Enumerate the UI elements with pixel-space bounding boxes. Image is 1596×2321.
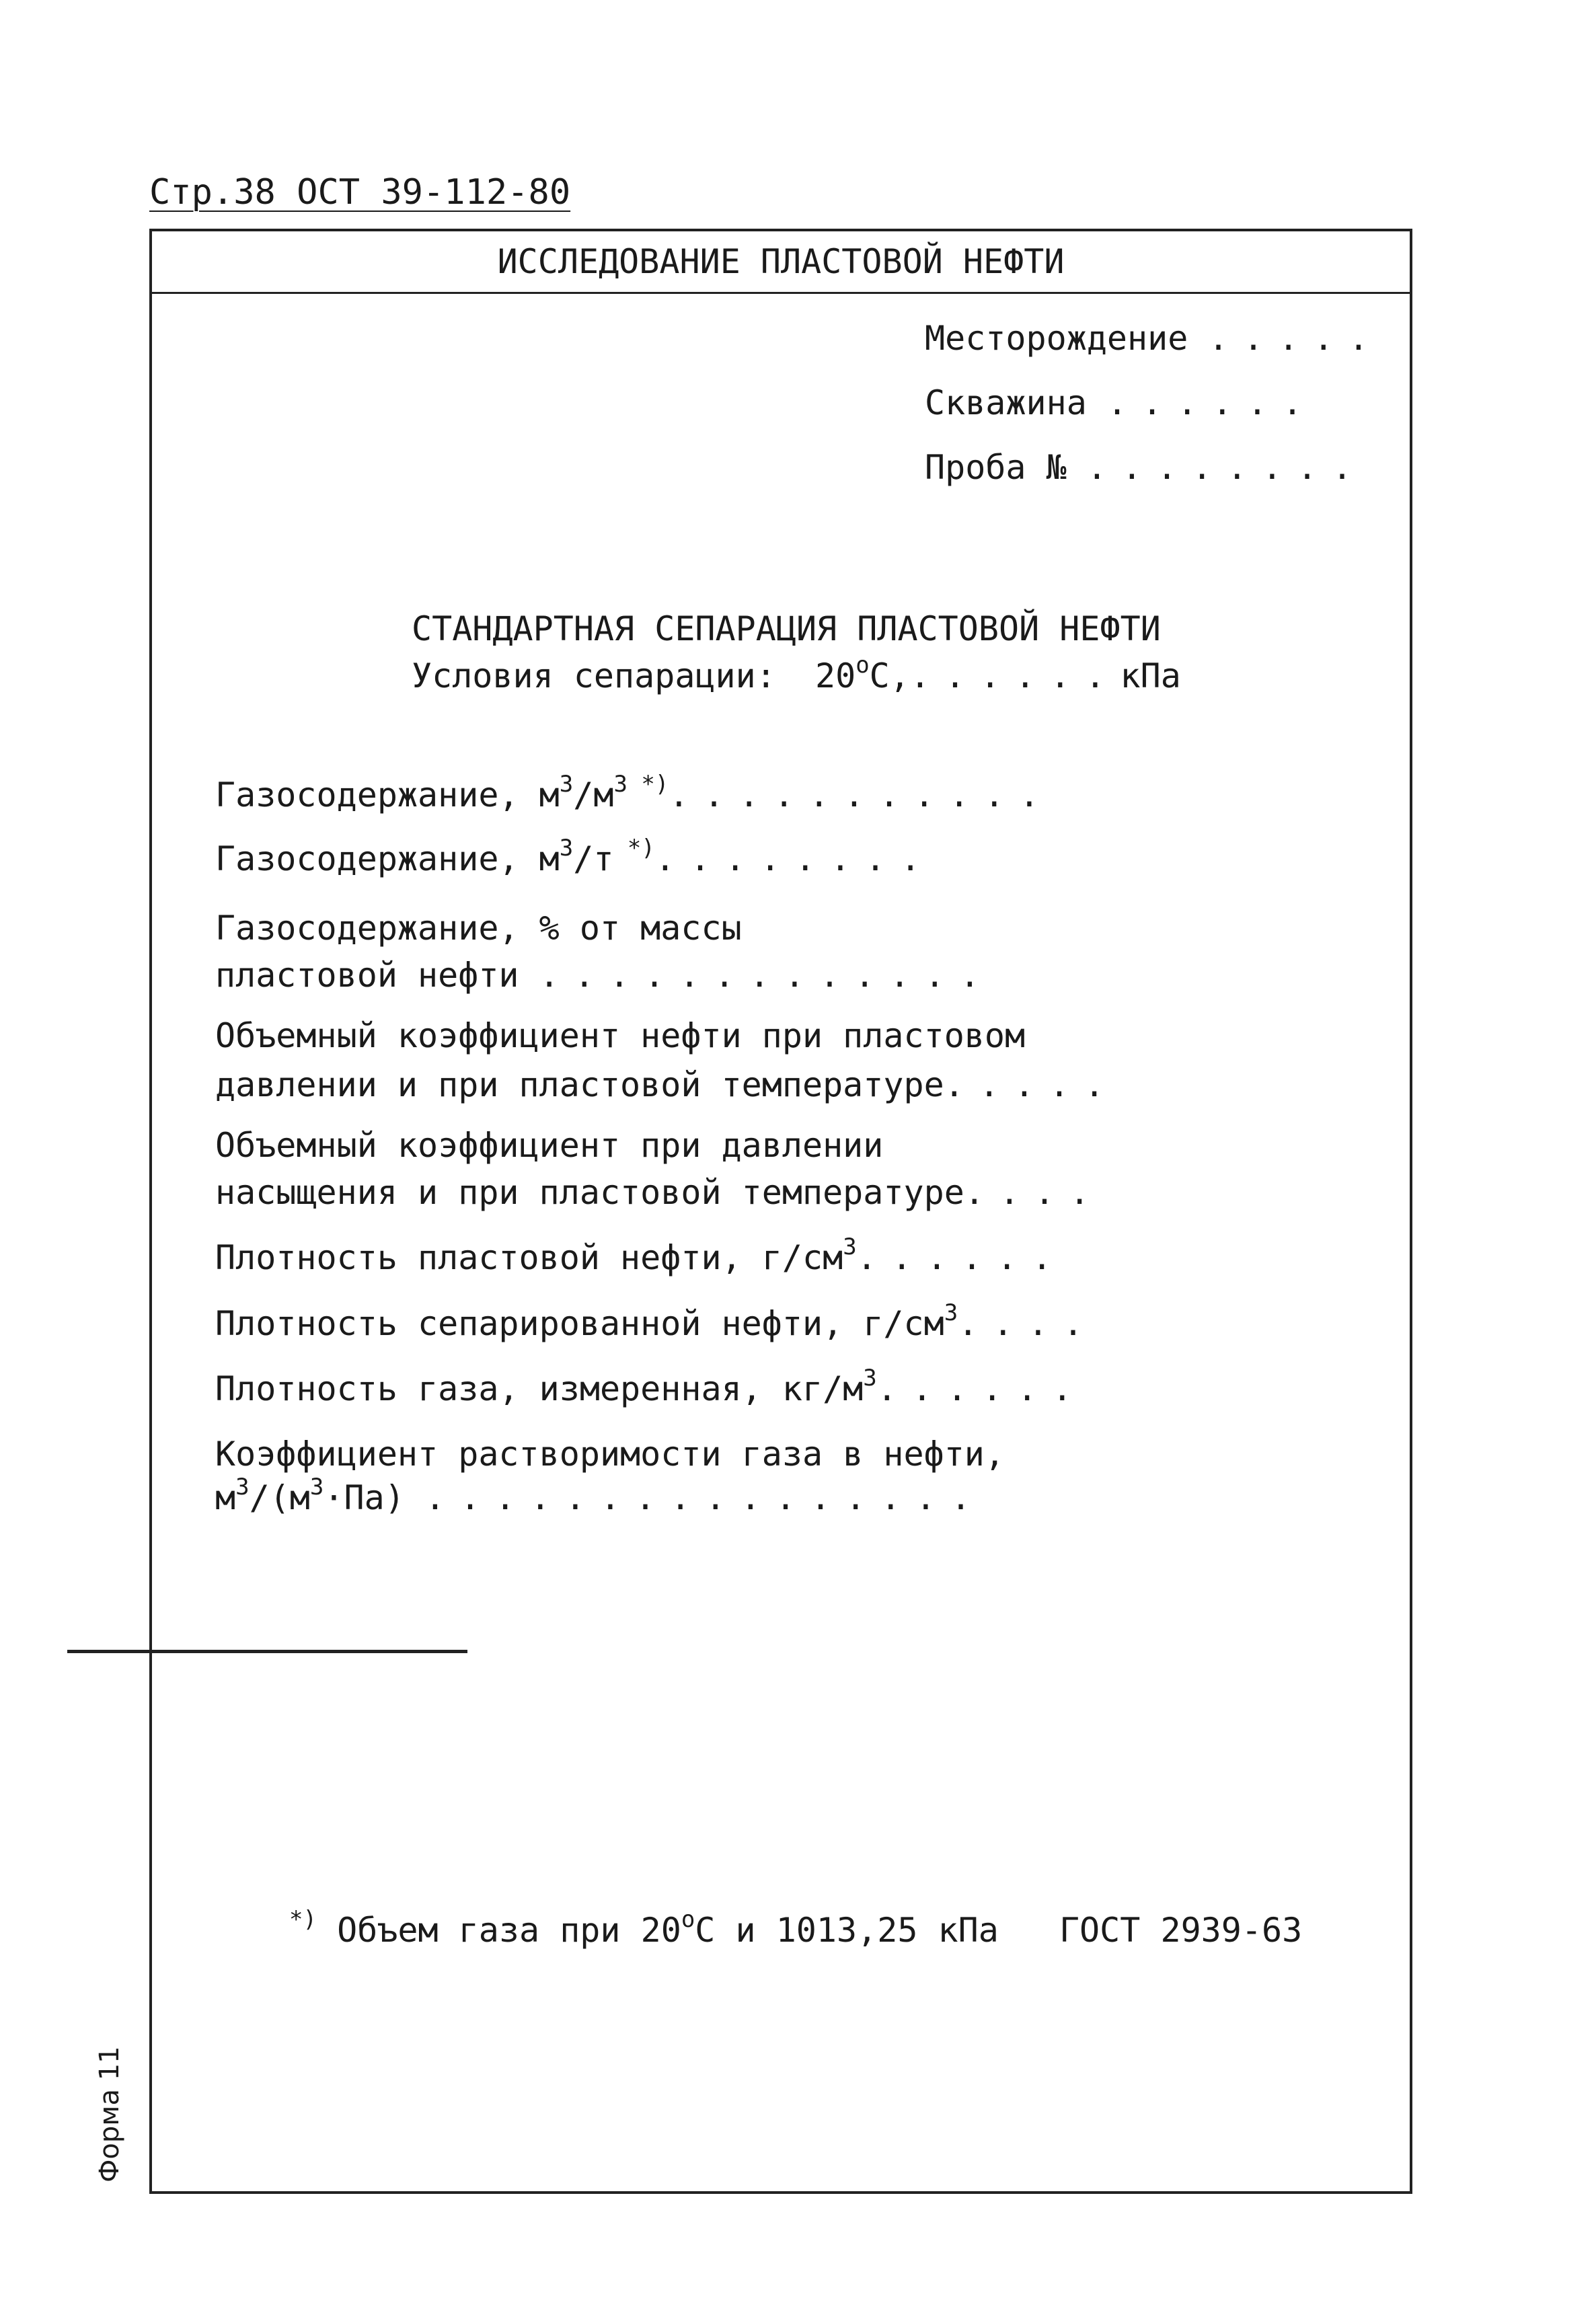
- conditions-temp-unit: С,: [869, 656, 910, 695]
- fill-dots: ......: [876, 1369, 1088, 1408]
- field-solubility-coef-line2: [215, 1474, 986, 1517]
- fill-dots: ......: [856, 1238, 1067, 1277]
- field-volume-coef-sat-line1: Объемный коэффициент при давлении: [215, 1126, 884, 1165]
- fill-dots: .....: [944, 1065, 1120, 1104]
- degree-sign: о: [856, 652, 870, 679]
- meta-field-mestorozhdenie: [925, 319, 1383, 358]
- footnote-mark: *): [289, 1906, 317, 1933]
- field-label-part: м: [215, 1478, 236, 1517]
- field-label: Плотность пластовой нефти, г/см: [215, 1238, 843, 1277]
- conditions-label: Условия сепарации:: [412, 656, 776, 695]
- meta-field-proba: [925, 448, 1367, 487]
- fill-dots: ........: [1086, 448, 1367, 487]
- conditions-unit: кПа: [1120, 656, 1181, 695]
- meta-label: Проба №: [925, 448, 1067, 487]
- field-label: Плотность газа, измеренная, кг/м: [215, 1369, 864, 1408]
- fill-dots: ......: [909, 656, 1120, 695]
- field-label: Плотность сепарированной нефти, г/см: [215, 1304, 944, 1343]
- fill-dots: ...........: [669, 775, 1055, 814]
- meta-label: Скважина: [925, 383, 1087, 422]
- form-number-label: Форма 11: [94, 2046, 125, 2182]
- form-title: ИССЛЕДОВАНИЕ ПЛАСТОВОЙ НЕФТИ: [152, 231, 1410, 294]
- fill-dots: ................: [424, 1478, 986, 1517]
- separation-conditions: [412, 652, 1181, 695]
- superscript: 3: [559, 835, 574, 862]
- footnote-standard-ref: ГОСТ 2939-63: [1059, 1911, 1303, 1950]
- field-label: Газосодержание, м: [215, 775, 560, 814]
- field-label-part: /м: [573, 775, 614, 814]
- page-reference: Стр.38 ОСТ 39-112-80: [149, 172, 571, 213]
- field-density-separated-oil: [215, 1299, 1098, 1343]
- field-gas-content-mass-line2: [215, 956, 995, 995]
- field-density-gas: [215, 1365, 1088, 1408]
- field-gas-content-m3m3: [215, 771, 1055, 814]
- field-density-reservoir-oil: [215, 1233, 1067, 1277]
- fill-dots: ....: [964, 1173, 1105, 1212]
- footnote-text-part: С и 1013,25 кПа: [695, 1911, 999, 1950]
- field-gas-content-mass-line1: Газосодержание, % от массы: [215, 909, 742, 948]
- fill-dots: .............: [539, 956, 995, 995]
- superscript: 3: [843, 1233, 857, 1260]
- section-title: СТАНДАРТНАЯ СЕПАРАЦИЯ ПЛАСТОВОЙ НЕФТИ: [412, 609, 1161, 648]
- footnote-mark: *): [627, 771, 669, 798]
- footnote-mark: *): [613, 835, 655, 862]
- superscript: 3: [309, 1474, 324, 1500]
- footnote-text: Объем газа при 20: [337, 1911, 681, 1950]
- fill-dots: ....: [958, 1304, 1098, 1343]
- superscript: 3: [863, 1365, 877, 1392]
- field-label: пластовой нефти: [215, 956, 519, 995]
- fill-dots: .....: [1208, 319, 1383, 358]
- conditions-temp: 20: [814, 656, 856, 695]
- field-label: Газосодержание, м: [215, 839, 560, 878]
- field-label-part: /т: [573, 839, 614, 878]
- field-gas-content-m3t: [215, 835, 936, 878]
- field-label-part: /(м: [249, 1478, 310, 1517]
- superscript: 3: [944, 1299, 958, 1326]
- meta-field-skvazhina: [925, 383, 1318, 422]
- field-label: давлении и при пластовой температуре: [215, 1065, 944, 1104]
- field-volume-coef-res-line2: [215, 1065, 1120, 1104]
- field-volume-coef-res-line1: Объемный коэффициент нефти при пластовом: [215, 1016, 1026, 1055]
- footnote: [289, 1906, 1303, 1950]
- superscript: 3: [559, 771, 574, 798]
- fill-dots: ........: [654, 839, 936, 878]
- footnote-divider: [67, 1650, 467, 1653]
- field-volume-coef-sat-line2: [215, 1173, 1105, 1212]
- meta-label: Месторождение: [925, 319, 1188, 358]
- fill-dots: ......: [1106, 383, 1318, 422]
- degree-sign: о: [681, 1906, 695, 1933]
- superscript: 3: [613, 771, 628, 798]
- superscript: 3: [235, 1474, 250, 1500]
- field-solubility-coef-line1: Коэффициент растворимости газа в нефти,: [215, 1435, 1005, 1474]
- field-label-part: ·Па): [324, 1478, 405, 1517]
- field-label: насыщения и при пластовой температуре: [215, 1173, 964, 1212]
